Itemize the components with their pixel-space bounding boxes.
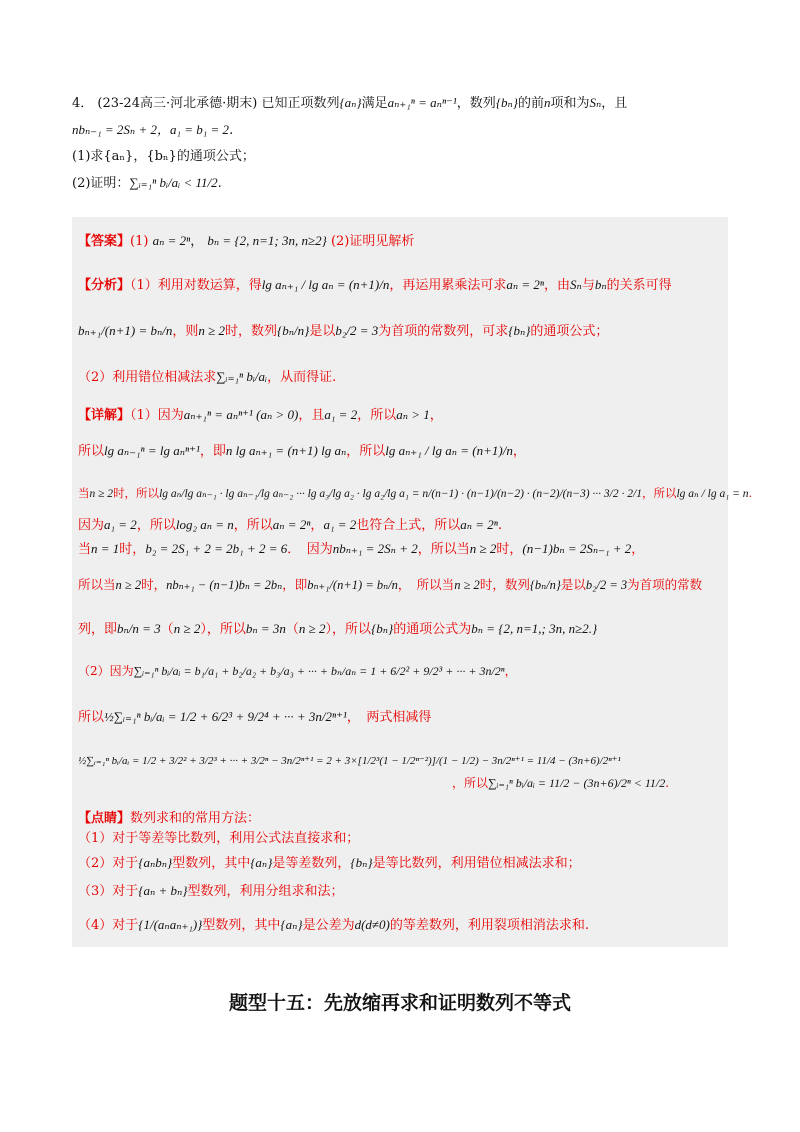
text: ， 所以当 xyxy=(397,577,455,592)
math-expr: aₙ₊₁ⁿ = aₙⁿ⁺¹ (aₙ > 0) xyxy=(183,407,299,422)
text: 所以 xyxy=(78,444,105,459)
math-expr: {aₙbₙ} xyxy=(138,855,173,870)
detail-line-4 xyxy=(78,515,502,536)
math-expr: bₙ = 3n xyxy=(245,621,286,636)
text: 当 xyxy=(78,486,90,500)
text: 的等差数列，利用裂项相消法求和. xyxy=(389,918,590,933)
math-expr: n ≥ 2 xyxy=(173,621,201,636)
text: （ xyxy=(160,622,174,637)
text: ，且 xyxy=(298,408,325,423)
text: ，所以 xyxy=(452,776,489,790)
math-expr: nbₙ₊₁ = 2Sₙ + 2 xyxy=(332,541,418,556)
math-expr: ½∑ᵢ₌₁ⁿ bᵢ/aᵢ = 1/2 + 6/2³ + 9/2⁴ + ··· + 3n/2ⁿ⁺¹ xyxy=(104,709,347,724)
math-expr: {aₙ + bₙ} xyxy=(138,883,188,898)
analysis-line-2 xyxy=(78,321,608,342)
math-expr: aₙ > 1 xyxy=(396,407,430,422)
text: ，由 xyxy=(544,278,571,293)
math-expr: ∑ᵢ₌₁ⁿ bᵢ/aᵢ = b₁/a₁ + b₂/a₂ + b₃/a₃ + ··· + bₙ/aₙ = 1 + 6/2² + 9/2³ + ··· + 3n/2ⁿ xyxy=(133,664,505,678)
math-expr: {1/(aₙaₙ₊₁)} xyxy=(138,917,203,932)
text: 是以 xyxy=(309,324,336,339)
math-expr: ∑ᵢ₌₁ⁿ bᵢ/aᵢ xyxy=(216,369,268,384)
math-expr: nbₙ₋₁ = 2Sₙ + 2，a₁ = b₁ = 2 xyxy=(72,122,230,137)
math-expr: ∑ᵢ₌₁ⁿ bᵢ/aᵢ < 11/2 xyxy=(129,175,218,190)
text: 与 xyxy=(581,278,595,293)
text: ，所以 xyxy=(346,444,386,459)
math-expr: aₙ = 2ⁿ xyxy=(506,277,545,292)
text: 是等比数列，利用错位相减法求和； xyxy=(372,856,581,871)
text: （2）对于 xyxy=(78,856,139,871)
analysis-label: 【分析】 xyxy=(78,278,131,293)
text: 为首项的常数 xyxy=(627,577,703,592)
answer-part-label: (1) xyxy=(130,234,149,249)
math-expr: aₙ = 2ⁿ xyxy=(460,517,498,532)
remark-item-2 xyxy=(78,853,581,874)
text: 也符合上式，所以 xyxy=(356,518,461,533)
text: 是公差为 xyxy=(302,918,355,933)
math-expr: {bₙ} xyxy=(350,855,373,870)
math-expr: Sₙ xyxy=(570,277,582,292)
math-expr: n ≥ 2 xyxy=(198,323,226,338)
text: 所以 xyxy=(78,710,105,725)
math-expr: bₙ₊₁/(n+1) = bₙ/n xyxy=(307,578,398,592)
text: . xyxy=(497,518,503,533)
text: 的关系可得 xyxy=(606,278,672,293)
text: 因为 xyxy=(78,518,105,533)
detail-label: 【详解】 xyxy=(78,408,131,423)
text: 所以当 xyxy=(78,577,116,592)
math-expr: bₙ/n = 3 xyxy=(117,621,161,636)
text: ， xyxy=(512,444,526,459)
math-expr: (n−1)bₙ = 2Sₙ₋₁ + 2 xyxy=(522,541,632,556)
math-expr: b₂/2 = 3 xyxy=(585,578,628,592)
math-expr: n lg aₙ₊₁ = (n+1) lg aₙ xyxy=(225,443,347,458)
text: ， xyxy=(310,518,324,533)
math-expr: aₙ₊₁ⁿ = aₙⁿ⁻¹ xyxy=(387,95,457,110)
text: ， xyxy=(631,542,645,557)
math-expr: n ≥ 2 xyxy=(298,621,326,636)
math-expr: n ≥ 2 xyxy=(115,578,142,592)
math-expr: d(d≠0) xyxy=(354,917,390,932)
math-expr: {aₙ} xyxy=(339,95,362,110)
math-expr: bₙ₊₁/(n+1) = bₙ/n xyxy=(78,323,173,338)
text: ， xyxy=(504,664,517,678)
question-part-1: (1)求{aₙ}，{bₙ}的通项公式； xyxy=(72,149,255,164)
text: （2）利用错位相减法求 xyxy=(78,370,217,385)
text: ，所以 xyxy=(357,408,397,423)
math-expr: lg aₙ₋₁ⁿ = lg aₙⁿ⁺¹ xyxy=(104,443,200,458)
math-expr: bₙ xyxy=(594,277,607,292)
math-expr: ∑ᵢ₌₁ⁿ bᵢ/aᵢ = 11/2 − (3n+6)/2ⁿ < 11/2 xyxy=(488,776,666,790)
detail-line-2 xyxy=(78,441,526,462)
stem-text: 项和为 xyxy=(550,96,590,111)
math-expr: n ≥ 2 xyxy=(469,541,497,556)
detail-line-9 xyxy=(78,707,431,728)
text: 当 xyxy=(78,542,92,557)
detail-line-10b xyxy=(452,773,669,793)
math-expr: lg aₙ/lg aₙ₋₁ · lg aₙ₋₁/lg aₙ₋₂ ··· lg a₃/lg a₂ · lg a₂/lg a₁ = n/(n−1) · (n−1)/(n−2) · (n−2)/(n−3) ··· 3/2 · 2/1 xyxy=(159,488,642,500)
math-expr: n ≥ 2 xyxy=(454,578,480,592)
text: （3）对于 xyxy=(78,884,139,899)
math-expr: bₙ = {2, n=1,; 3n, n≥2.} xyxy=(471,621,598,636)
math-expr: {bₙ/n} xyxy=(277,323,310,338)
math-expr: ½∑ᵢ₌₁ⁿ bᵢ/aᵢ = 1/2 + 3/2² + 3/2³ + ··· + 3/2ⁿ − 3n/2ⁿ⁺¹ = 2 + 3×[1/2³(1 − 1/2ⁿ⁻²)]/(1 − 1/2) − 3n/2ⁿ⁺¹ = 11/4 − (3n+6)/2ⁿ⁺¹ xyxy=(78,755,621,767)
remark-item-3 xyxy=(78,881,344,902)
text: ，所以当 xyxy=(417,542,470,557)
detail-line-8 xyxy=(78,661,517,681)
text: （1）因为 xyxy=(130,408,184,423)
text: ，再运用累乘法可求 xyxy=(389,278,507,293)
remark-item-4 xyxy=(78,915,589,936)
solution-box xyxy=(72,217,753,947)
text: 的通项公式； xyxy=(530,324,609,339)
text: ），所以 xyxy=(325,622,372,637)
math-expr: aₙ = 2ⁿ xyxy=(272,517,311,532)
question-block xyxy=(72,90,728,197)
question-number: 4． xyxy=(72,96,94,111)
text: 为首项的常数列，可求 xyxy=(378,324,509,339)
question-part-2 xyxy=(72,170,728,197)
math-expr: {bₙ} xyxy=(495,95,518,110)
text: 时，数列 xyxy=(479,577,530,592)
analysis-line-3 xyxy=(78,367,336,388)
text: ，所以 xyxy=(233,518,273,533)
math-expr: aₙ = 2ⁿ xyxy=(152,233,191,248)
answer-label: 【答案】 xyxy=(78,234,131,249)
section-heading: 题型十五：先放缩再求和证明数列不等式 xyxy=(228,992,571,1014)
text: ， xyxy=(429,408,443,423)
text: ，即 xyxy=(282,577,308,592)
question-stem xyxy=(72,90,728,144)
text: 时， xyxy=(141,577,167,592)
detail-line-3 xyxy=(78,483,752,504)
text: 时， xyxy=(119,542,146,557)
math-expr: n = 1 xyxy=(91,541,120,556)
text: ，所以 xyxy=(136,518,176,533)
math-expr: Sₙ xyxy=(589,95,602,110)
remark-title xyxy=(78,809,260,829)
detail-line-1 xyxy=(78,405,443,426)
stem-text: 满足 xyxy=(361,96,388,111)
text: 时， xyxy=(496,542,523,557)
text: ， 两式相减得 xyxy=(346,710,432,725)
text: ，从而得证. xyxy=(267,370,337,385)
detail-line-10 xyxy=(78,751,621,771)
math-expr: n ≥ 2 xyxy=(89,488,114,500)
math-expr: a₁ = 2 xyxy=(104,517,137,532)
separator: ， xyxy=(190,234,204,249)
text: ，则 xyxy=(172,324,199,339)
text: 列，即 xyxy=(78,622,118,637)
answer-part-2: (2)证明见解析 xyxy=(330,234,415,249)
text: ，即 xyxy=(199,444,226,459)
detail-line-6 xyxy=(78,575,702,595)
detail-line-5 xyxy=(78,539,644,560)
text: 数列求和的常用方法： xyxy=(130,811,261,826)
math-expr: b₂/2 = 3 xyxy=(335,323,379,338)
text: 型数列，利用分组求和法； xyxy=(187,884,344,899)
math-expr: lg aₙ₊₁ / lg aₙ = (n+1)/n xyxy=(385,443,513,458)
text: ，所以 xyxy=(641,486,677,500)
math-expr: {aₙ} xyxy=(250,855,273,870)
stem-text: 的前 xyxy=(517,96,544,111)
math-expr: {bₙ/n} xyxy=(529,578,561,592)
text: . xyxy=(665,776,670,790)
math-expr: nbₙ₊₁ − (n−1)bₙ = 2bₙ xyxy=(166,578,283,592)
text: 型数列，其中 xyxy=(172,856,251,871)
text: （ xyxy=(285,622,299,637)
stem-text: ，数列 xyxy=(456,96,496,111)
math-expr: n xyxy=(544,95,551,110)
math-expr: lg aₙ₊₁ / lg aₙ = (n+1)/n xyxy=(261,277,390,292)
math-expr: {bₙ} xyxy=(371,621,394,636)
answer-line xyxy=(78,231,414,252)
part-label: (2)证明： xyxy=(72,176,130,191)
text: 型数列，其中 xyxy=(202,918,281,933)
math-expr: {aₙ} xyxy=(280,917,303,932)
analysis-line-1 xyxy=(78,275,672,296)
text: . xyxy=(748,486,753,500)
remark-label: 【点睛】 xyxy=(78,811,131,826)
text: （4）对于 xyxy=(78,918,139,933)
text: 的通项公式为 xyxy=(393,622,472,637)
remark-item-1: （1）对于等差等比数列，利用公式法直接求和； xyxy=(78,831,360,846)
text: 是以 xyxy=(560,577,586,592)
math-expr: {bₙ} xyxy=(508,323,531,338)
question-source: (23-24高三·河北承德·期末) xyxy=(97,96,258,111)
math-expr: b₂ = 2S₁ + 2 = 2b₁ + 2 = 6 xyxy=(145,541,288,556)
detail-line-7 xyxy=(78,619,597,640)
math-expr: bₙ = {2, n=1; 3n, n≥2} xyxy=(207,233,327,248)
text: ． 因为 xyxy=(287,542,333,557)
text: （2）因为 xyxy=(78,664,134,678)
stem-text: . xyxy=(229,123,234,138)
math-expr: a₁ = 2 xyxy=(324,407,358,422)
math-expr: a₁ = 2 xyxy=(323,517,357,532)
math-expr: lg aₙ / lg a₁ = n xyxy=(676,488,749,500)
text: 是等差数列， xyxy=(272,856,351,871)
text: 时，数列 xyxy=(225,324,278,339)
stem-text: . xyxy=(217,176,222,191)
text: ），所以 xyxy=(200,622,246,637)
math-expr: log₂ aₙ = n xyxy=(175,517,234,532)
text: 时，所以 xyxy=(113,486,160,500)
stem-text: ，且 xyxy=(601,96,628,111)
text: （1）利用对数运算，得 xyxy=(130,278,262,293)
stem-text: 已知正项数列 xyxy=(261,96,340,111)
